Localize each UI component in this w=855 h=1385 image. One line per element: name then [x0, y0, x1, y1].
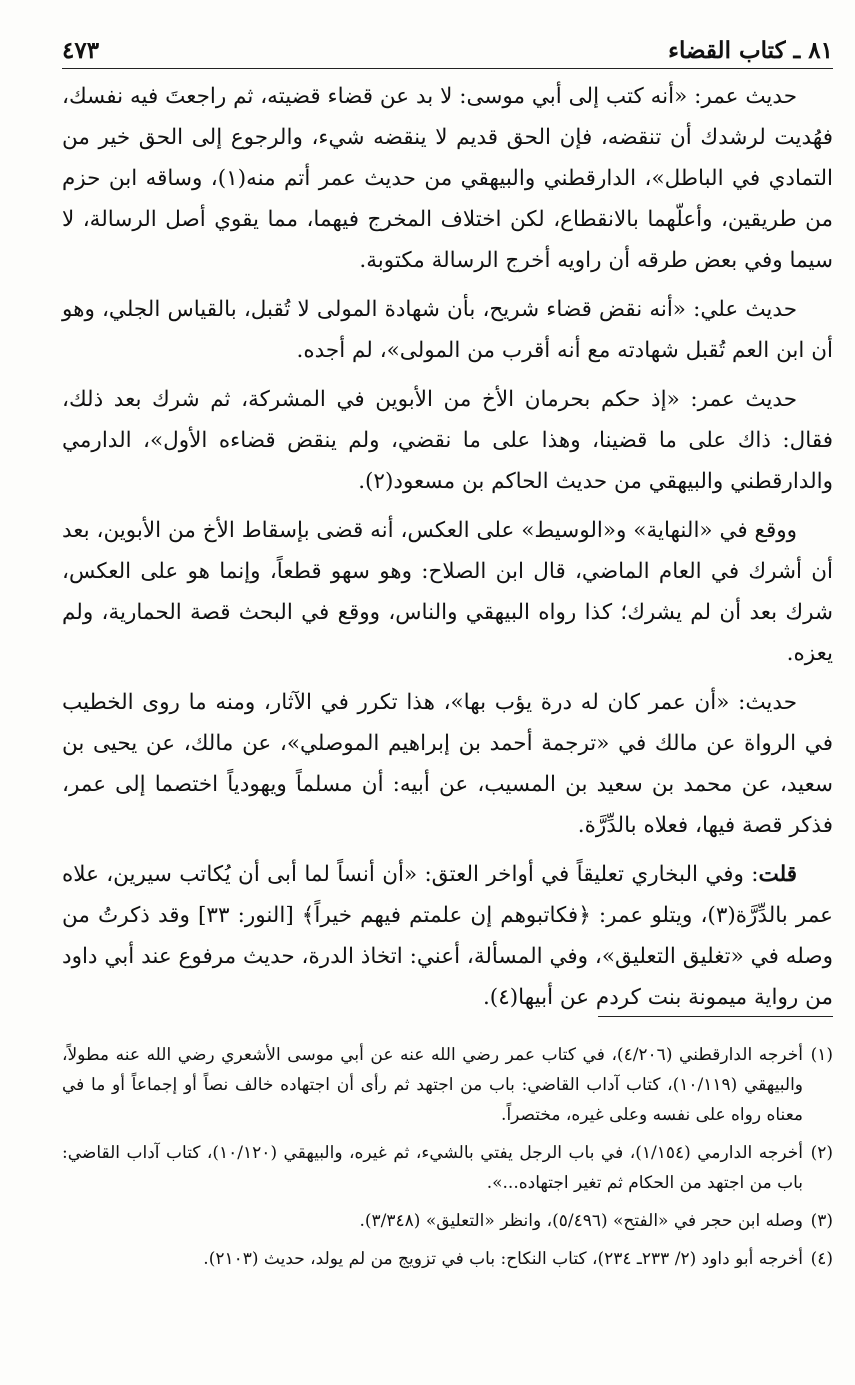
footnote-text: أخرجه أبو داود (٢/ ٢٣٣ـ ٢٣٤)، كتاب النكاح: باب في تزويج من لم يولد، حديث (٢١٠٣).: [203, 1249, 803, 1269]
paragraph-text: حديث: «أن عمر كان له درة يؤب بها»، هذا تكرر في الآثار، ومنه ما روى الخطيب في الرواة عن مالك في «ترجمة أحمد بن إبراهيم الموصلي»، عن مالك، عن يحيى بن سعيد، عن محمد بن سعيد بن المسيب، عن أبيه: أن مسلماً ويهودياً اختصما إلى عمر، فذكر قصة فيها، فعلاه بالدِّرَّة.: [62, 690, 833, 838]
paragraph: [62, 76, 833, 281]
footnote-text: أخرجه الدارمي (١/١٥٤)، في باب الرجل يفتي بالشيء، ثم غيره، والبيهقي (١٠/١٢٠)، كتاب آداب القاضي: باب من اجتهد من الحكام ثم تغير اجتهاده...».: [62, 1143, 803, 1193]
paragraph: [62, 379, 833, 502]
paragraph: [62, 510, 833, 674]
paragraph: [62, 289, 833, 371]
footnotes: [62, 1040, 833, 1282]
footnote: [62, 1040, 833, 1130]
footnote-text: أخرجه الدارقطني (٤/٢٠٦)، في كتاب عمر رضي الله عنه عن أبي موسى الأشعري رضي الله عنه مطولاً، والبيهقي (١٠/١١٩)، كتاب آداب القاضي: باب من اجتهد ثم رأى أن اجتهاده خالف نصاً أو إجماعاً أو ما في معناه رواه على نفسه وعلى غيره، مختصراً.: [62, 1045, 803, 1125]
footnote: [62, 1244, 833, 1274]
chapter-title: ٨١ ـ كتاب القضاء: [668, 37, 833, 64]
paragraph: [62, 854, 833, 1018]
footnote-text: وصله ابن حجر في «الفتح» (٥/٤٩٦)، وانظر «التعليق» (٣/٣٤٨).: [359, 1211, 803, 1231]
paragraph: [62, 682, 833, 846]
footnote-number: (٤): [810, 1249, 833, 1269]
footnote-number: (٢): [810, 1143, 833, 1163]
running-header: [62, 20, 833, 69]
paragraph-text: ووقع في «النهاية» و«الوسيط» على العكس، أنه قضى بإسقاط الأخ من الأبوين، بعد أن أشرك في العام الماضي، قال ابن الصلاح: وهو سهو قطعاً، وإنما هو على العكس، شرك بعد أن لم يشرك؛ كذا رواه البيهقي والناس، ووقع في البحث قصة الحمارية، ولم يعزه.: [62, 518, 833, 666]
paragraph-text: حديث عمر: «أنه كتب إلى أبي موسى: لا بد عن قضاء قضيته، ثم راجعتَ فيه نفسك، فهُديت لرشدك أن تنقضه، فإن الحق قديم لا ينقضه شيء، والرجوع إلى الحق خير من التمادي في الباطل»، الدارقطني والبيهقي من حديث عمر أتم منه(١)، وساقه ابن حزم من طريقين، وأعلّهما بالانقطاع، لكن اختلاف المخرج فيهما، مما يقوي أصل الرسالة، لا سيما وفي بعض طرقه أن راويه أخرج الرسالة مكتوبة.: [62, 84, 834, 273]
paragraph-text: حديث عمر: «إذ حكم بحرمان الأخ من الأبوين في المشركة، ثم شرك بعد ذلك، فقال: ذاك على ما قضينا، وهذا على ما نقضي، ولم ينقض قضاءه الأول»، الدارمي والدارقطني والبيهقي من حديث الحاكم بن مسعود(٢).: [62, 387, 833, 494]
paragraph-text: : وفي البخاري تعليقاً في أواخر العتق: «أن أنساً لما أبى أن يُكاتب سيرين، علاه عمر بالدِّرَّة(٣)، ويتلو عمر: ﴿فكاتبوهم إن علمتم فيهم خيراً﴾ [النور: ٣٣] وقد ذكرتُ من وصله في «تغليق التعليق»، وفي المسألة، أعني: اتخاذ الدرة، حديث مرفوع عند أبي داود من رواية ميمونة بنت كردم عن أبيها(٤).: [62, 862, 833, 1010]
main-text: [62, 76, 833, 1026]
footnote: [62, 1138, 833, 1198]
footnote-separator: [598, 1016, 833, 1017]
page-number: ٤٧٣: [62, 37, 100, 64]
footnote-number: (٣): [810, 1211, 833, 1231]
footnote-number: (١): [810, 1045, 833, 1065]
footnote: [62, 1206, 833, 1236]
paragraph-lead: قلت: [758, 862, 797, 887]
paragraph-text: حديث علي: «أنه نقض قضاء شريح، بأن شهادة المولى لا تُقبل، بالقياس الجلي، وهو أن ابن العم تُقبل شهادته مع أنه أقرب من المولى»، لم أجده.: [62, 297, 833, 363]
